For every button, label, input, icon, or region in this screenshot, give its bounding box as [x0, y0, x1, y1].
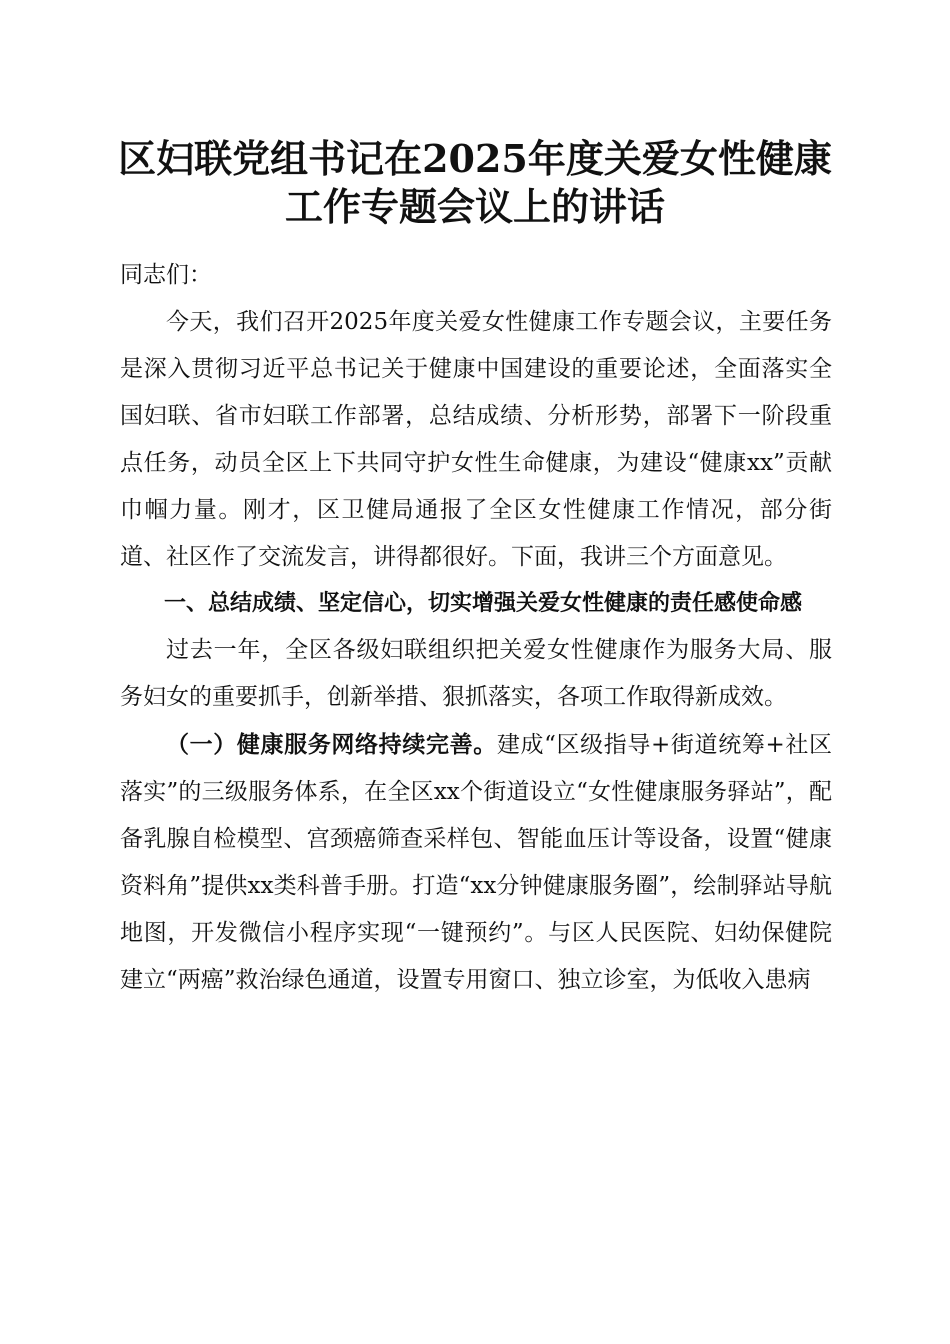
- section-1-paragraph: 过去一年，全区各级妇联组织把关爱女性健康作为服务大局、服务妇女的重要抓手，创新举措、狠抓落实，各项工作取得新成效。: [120, 637, 832, 710]
- document-body: [120, 252, 832, 1004]
- subsection-1-body: 建成“区级指导+街道统筹+社区落实”的三级服务体系，在全区xx个街道设立“女性健康服务驿站”，配备乳腺自检模型、宫颈癌筛查采样包、智能血压计等设备，设置“健康资料角”提供xx类科普手册。打造“xx分钟健康服务圈”，绘制驿站导航地图，开发微信小程序实现“一键预约”。与区人民医院、妇幼保健院建立“两癌”救治绿色通道，设置专用窗口、独立诊室，为低收入患病: [120, 732, 832, 993]
- subsection-1-lead: （一）健康服务网络持续完善。: [166, 731, 497, 758]
- section-heading-1: 一、总结成绩、坚定信心，切实增强关爱女性健康的责任感使命感: [164, 591, 803, 616]
- document-title: 区妇联党组书记在2025年度关爱女性健康工作专题会议上的讲话: [118, 136, 832, 229]
- intro-paragraph: 今天，我们召开2025年度关爱女性健康工作专题会议，主要任务是深入贯彻习近平总书记关于健康中国建设的重要论述，全面落实全国妇联、省市妇联工作部署，总结成绩、分析形势，部署下一阶段重点任务，动员全区上下共同守护女性生命健康，为建设“健康xx”贡献巾帼力量。刚才，区卫健局通报了全区女性健康工作情况，部分街道、社区作了交流发言，讲得都很好。下面，我讲三个方面意见。: [120, 309, 832, 570]
- salutation: 同志们：: [120, 262, 212, 288]
- subsection-1-paragraph: [120, 721, 832, 1004]
